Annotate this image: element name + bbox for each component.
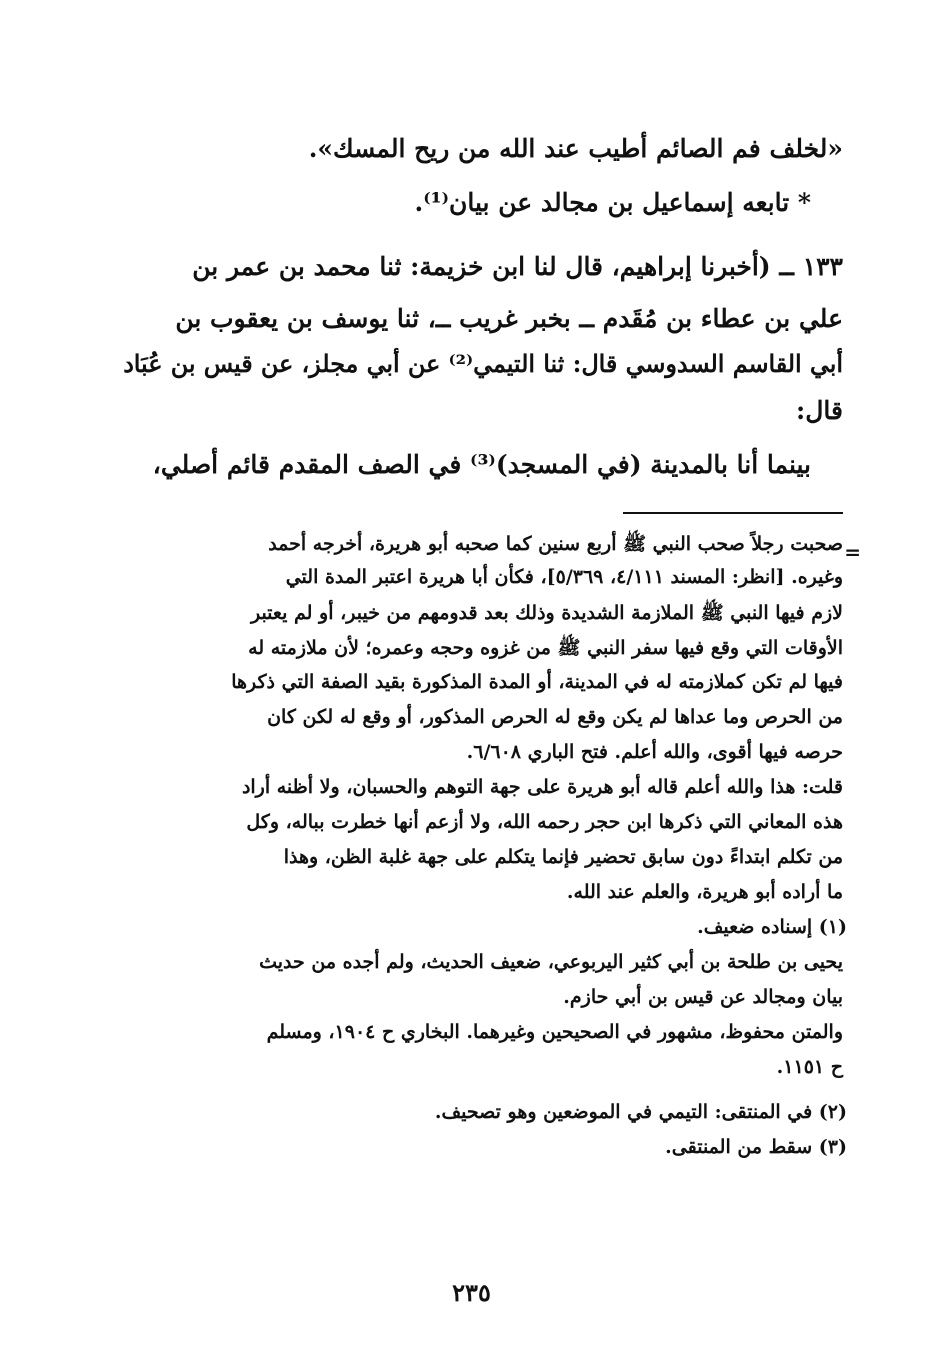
main-line-4: علي بن عطاء بن مُقَدم ــ بخبر غريب ــ، ثنا يوسف بن يعقوب بن	[175, 304, 843, 333]
main-line-1: «لخلف فم الصائم أطيب عند الله من ريح المسك».	[308, 134, 843, 163]
footnote-continuation-marker: =	[844, 540, 861, 564]
page-number: ٢٣٥	[452, 1278, 491, 1307]
main-line-2: * تابعه إسماعيل بن مجالد عن بيان⁽¹⁾.	[414, 188, 811, 217]
footnote-line-15: والمتن محفوظ، مشهور في الصحيحين وغيرهما. البخاري ح ١٩٠٤، ومسلم	[266, 1021, 843, 1043]
footnote-line-16: ح ١١٥١.	[776, 1056, 843, 1078]
footnote-line-13: يحيى بن طلحة بن أبي كثير اليربوعي، ضعيف الحديث، ولم أجده من حديث	[259, 951, 843, 973]
footnote-3: (٣) سقط من المنتقى.	[665, 1136, 847, 1158]
footnote-1-heading: (١) إسناده ضعيف.	[697, 916, 847, 938]
footnote-line-11: ما أراده أبو هريرة، والعلم عند الله.	[566, 881, 843, 903]
footnote-line-10: من تكلم ابتداءً دون سابق تحضير فإنما يتكلم على جهة غلبة الظن، وهذا	[283, 846, 843, 868]
footnote-separator	[623, 512, 843, 514]
footnote-2: (٢) في المنتقى: التيمي في الموضعين وهو تصحيف.	[434, 1101, 847, 1123]
footnote-line-5: فيها لم تكن كملازمته له في المدينة، أو المدة المذكورة بقيد الصفة التي ذكرها	[231, 671, 843, 693]
footnote-line-14: بيان ومجالد عن قيس بن أبي حازم.	[563, 986, 843, 1008]
footnote-line-2: وغيره. [انظر: المسند ٤/١١١، ٥/٣٦٩]، فكأن أبا هريرة اعتبر المدة التي	[285, 566, 843, 588]
main-line-6: قال:	[796, 396, 843, 425]
main-line-7: بينما أنا بالمدينة (في المسجد)⁽³⁾ في الصف المقدم قائم أصلي،	[152, 450, 811, 479]
footnote-line-9: هذه المعاني التي ذكرها ابن حجر رحمه الله، ولا أزعم أنها خطرت بباله، وكل	[246, 811, 843, 833]
main-line-3: ١٣٣ ــ (أخبرنا إبراهيم، قال لنا ابن خزيمة: ثنا محمد بن عمر بن	[192, 252, 843, 281]
footnote-line-4: الأوقات التي وقع فيها سفر النبي ﷺ من غزوه وحجه وعمره؛ لأن ملازمته له	[248, 637, 843, 659]
main-line-5: أبي القاسم السدوسي قال: ثنا التيمي⁽²⁾ عن أبي مجلز، عن قيس بن عُبَاد	[123, 350, 843, 378]
footnote-line-7: حرصه فيها أقوى، والله أعلم. فتح الباري ٦/٦٠٨.	[466, 741, 843, 763]
footnote-line-3: لازم فيها النبي ﷺ الملازمة الشديدة وذلك بعد قدومهم من خيبر، أو لم يعتبر	[250, 602, 843, 624]
footnote-line-1: صحبت رجلاً صحب النبي ﷺ أربع سنين كما صحبه أبو هريرة، أخرجه أحمد	[268, 533, 843, 555]
footnote-line-6: من الحرص وما عداها لم يكن وقع له الحرص المذكور، أو وقع له لكن كان	[267, 706, 843, 728]
footnote-line-8: قلت: هذا والله أعلم قاله أبو هريرة على جهة التوهم والحسبان، ولا أظنه أراد	[241, 776, 843, 798]
